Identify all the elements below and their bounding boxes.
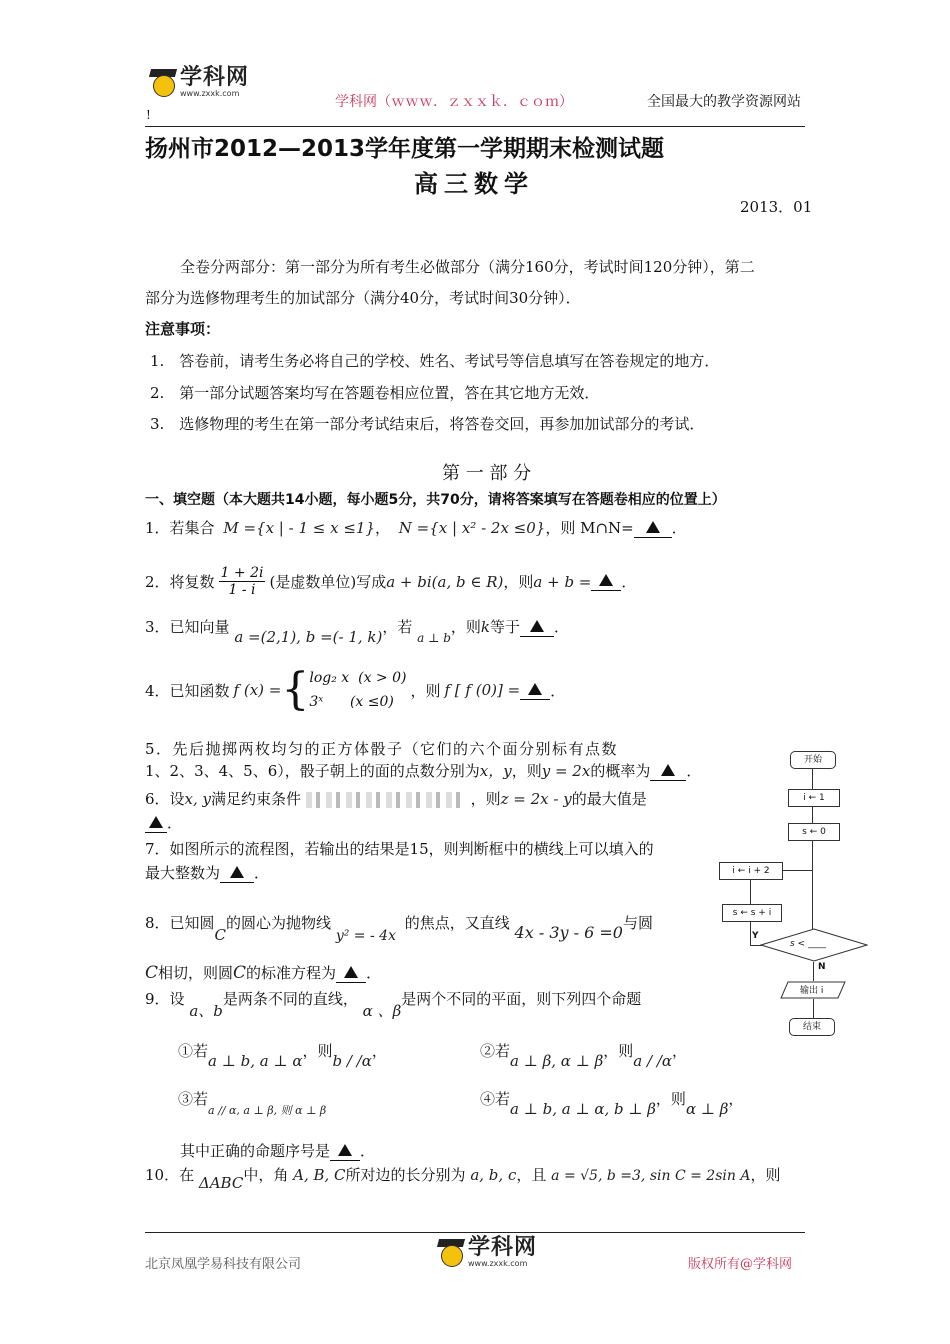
answer-triangle-icon xyxy=(149,816,163,828)
footer-logo-brand: 学科网 xyxy=(468,1234,538,1260)
question-10: 10．在 ΔABC中，角 A, B, C所对边的长分别为 a, b, c，且 a = √5, b =3, sin C = 2sin A，则 xyxy=(145,1166,781,1192)
q9-conclusion: 其中正确的命题序号是 ． xyxy=(180,1142,376,1160)
exam-date: 2013．01 xyxy=(740,198,813,216)
intro-line-1: 全卷分两部分：第一部分为所有考生必做部分（满分160分，考试时间120分钟），第二 xyxy=(180,258,755,276)
q2-fraction: $\frac{1 + 2i}{1 - i}$ xyxy=(220,565,264,598)
answer-triangle-icon xyxy=(646,521,660,533)
flow-end: 结束 xyxy=(789,1018,835,1036)
flow-connector xyxy=(812,840,813,940)
question-5-line-2: 1、2、3、4、5、6），骰子朝上的面的点数分别为x，y，则y = 2x的概率为 ． xyxy=(145,762,702,780)
q5-answer-blank xyxy=(650,762,686,781)
notice-1: 1. 答卷前，请考生务必将自己的学校、姓名、考试号等信息填写在答卷规定的地方． xyxy=(150,352,720,370)
header-right-text: 全国最大的教学资源网站 xyxy=(647,94,801,110)
exam-title: 扬州市2012—2013学年度第一学期期末检测试题 xyxy=(145,136,665,162)
answer-triangle-icon xyxy=(338,1144,352,1156)
flow-connector xyxy=(813,962,814,981)
question-2: 2．将复数 $\frac{1 + 2i}{1 - i}$ (是虚数单位)写成 a + bi(a, b ∈ R) ，则 a + b = ． xyxy=(145,565,637,598)
footer-logo xyxy=(438,1236,537,1268)
logo-brand: 学科网 xyxy=(180,64,250,90)
q7-answer-blank xyxy=(220,864,254,883)
flow-inc-i: i ← i + 2 xyxy=(719,862,783,880)
logo-url: www.zxxk.com xyxy=(180,88,240,98)
notice-heading: 注意事项： xyxy=(145,320,221,338)
footer-copyright: 版权所有@学科网 xyxy=(688,1257,793,1272)
q9-option-4: ④若a ⊥ b, a ⊥ α, b ⊥ β，则α ⊥ β， xyxy=(480,1090,744,1118)
answer-triangle-icon xyxy=(530,620,544,632)
question-7-line-2: 最大整数为 ． xyxy=(145,864,270,882)
header-rule xyxy=(145,126,805,127)
q2-answer-blank xyxy=(591,572,621,591)
flow-output-text: 输出 i xyxy=(800,986,824,996)
question-7-line-1: 7．如图所示的流程图，若输出的结果是15，则判断框中的横线上可以填入的 xyxy=(145,840,654,858)
question-8: 8．已知圆C的圆心为抛物线 y² = - 4x 的焦点，又直线 4x - 3y - 6 =0与圆 xyxy=(145,914,653,944)
flow-connector xyxy=(813,999,814,1018)
flow-connector xyxy=(782,870,812,871)
q9-option-1: ①若a ⊥ b, a ⊥ α，则b / /α， xyxy=(178,1042,387,1070)
answer-triangle-icon xyxy=(344,966,358,978)
footer-company: 北京凤凰学易科技有限公司 xyxy=(145,1257,302,1272)
q8-answer-blank xyxy=(336,964,366,983)
notice-2: 2. 第一部分试题答案均写在答题卷相应位置，答在其它地方无效． xyxy=(150,384,600,402)
part-title: 第 一 部 分 xyxy=(442,463,532,484)
answer-triangle-icon xyxy=(661,764,675,776)
flow-acc-s: s ← s + i xyxy=(722,904,782,922)
q3-condition: a ⊥ b xyxy=(417,631,451,645)
q4-cases: log₂ x (x > 0) 3ˣ (x ≤0) xyxy=(309,670,407,710)
header-logo xyxy=(150,66,249,98)
section-heading: 一、填空题（本大题共14小题，每小题5分，共70分，请将答案填写在答题卷相应的位置上） xyxy=(145,492,726,508)
q6-answer-blank xyxy=(145,814,167,833)
flow-init-s: s ← 0 xyxy=(788,823,840,841)
q4-answer-blank xyxy=(520,681,550,700)
footer-rule xyxy=(145,1232,805,1233)
question-5-line-1: 5．先后抛掷两枚均匀的正方体骰子（它们的六个面分别标有点数 xyxy=(145,740,619,758)
q9-option-3: ③若$_{a // \alpha, a \perp \beta, 则 \alpha \perp \beta}$ xyxy=(178,1090,327,1117)
q1-set-n: N ={x | x² - 2x ≤0} xyxy=(398,519,546,537)
mascot-icon xyxy=(150,66,176,98)
q9-option-2: ②若a ⊥ β, α ⊥ β，则a / /α， xyxy=(480,1042,688,1070)
question-3: 3．已知向量 a =(2,1), b =(- 1, k)，若 $_{a \perp b}$，则k等于 ． xyxy=(145,618,570,646)
header-mark: ! xyxy=(146,108,151,122)
flow-yes-label: Y xyxy=(752,931,759,941)
flow-start: 开始 xyxy=(790,751,836,769)
answer-triangle-icon xyxy=(528,683,542,695)
question-6: 6．设x, y满足约束条件 ，则z = 2x - y的最大值是 xyxy=(145,790,647,808)
exam-subtitle: 高三数学 xyxy=(414,170,534,198)
header-center-link[interactable]: 学科网（ｗｗｗ．ｚｘｘｋ．ｃｏｍ） xyxy=(335,94,573,110)
flow-connector xyxy=(750,879,751,904)
q9-answer-blank xyxy=(330,1142,360,1161)
flow-connector xyxy=(812,768,813,789)
flow-decision-text: s < ____ xyxy=(790,939,826,949)
flow-no-label: N xyxy=(818,962,826,972)
intro-line-2: 部分为选修物理考生的加试部分（满分40分，考试时间30分钟）． xyxy=(145,289,581,307)
answer-triangle-icon xyxy=(230,866,244,878)
q3-vectors: a =(2,1), b =(- 1, k) xyxy=(234,628,383,646)
question-9: 9．设 a、b是两条不同的直线， α 、β是两个不同的平面，则下列四个命题 xyxy=(145,990,642,1020)
question-4: 4．已知函数 f (x) = { log₂ x (x > 0) 3ˣ (x ≤0) ，则 f [ f (0)] = ． xyxy=(145,664,566,715)
q3-answer-blank xyxy=(520,618,554,637)
flow-connector xyxy=(750,921,751,945)
flow-connector xyxy=(812,806,813,823)
footer-logo-url: www.zxxk.com xyxy=(468,1258,528,1268)
q1-set-m: M ={x | - 1 ≤ x ≤1} xyxy=(223,519,375,537)
answer-triangle-icon xyxy=(599,574,613,586)
q4-brace: { xyxy=(281,664,310,715)
notice-3: 3. 选修物理的考生在第一部分考试结束后，将答卷交回，再参加加试部分的考试． xyxy=(150,415,705,433)
question-8-line-2: C相切，则圆C的标准方程为 ． xyxy=(145,963,382,983)
mascot-icon xyxy=(438,1236,464,1268)
flow-init-i: i ← 1 xyxy=(788,789,840,807)
question-1: 1．若集合 M ={x | - 1 ≤ x ≤1}， N ={x | x² - 2x ≤0}，则 M∩N= ． xyxy=(145,519,687,537)
q6-answer: ． xyxy=(145,812,182,833)
q1-answer-blank xyxy=(634,519,672,538)
q6-constraints-image xyxy=(306,792,466,808)
